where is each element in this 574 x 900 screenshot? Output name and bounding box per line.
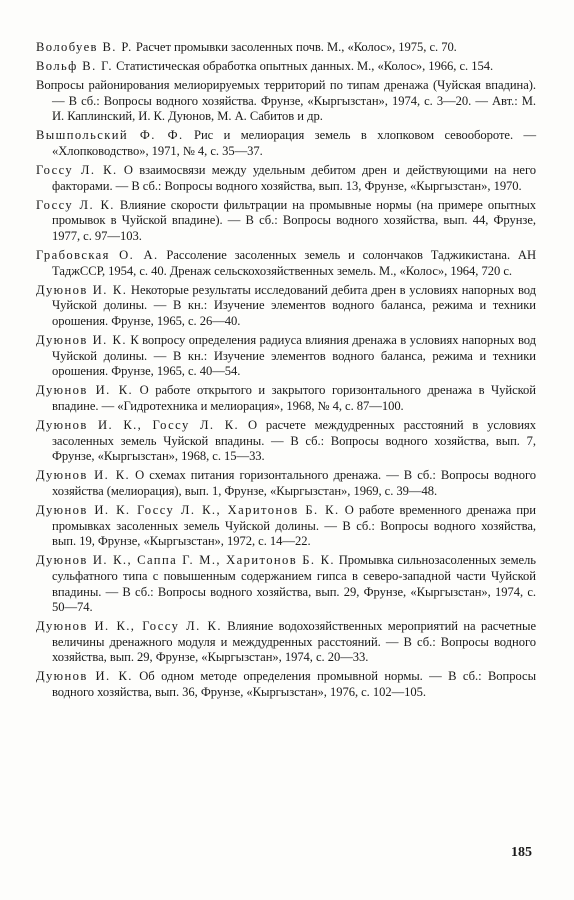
bibliography-entry [36, 78, 536, 125]
entry-author: Дуюнов И. К. [36, 383, 134, 398]
entry-author: Вышпольский Ф. Ф. [36, 128, 184, 143]
entry-author: Волобуев В. Р. [36, 40, 133, 54]
bibliography-entry [36, 619, 536, 666]
bibliography-entry [36, 383, 536, 414]
entry-text: Статистическая обработка опытных данных. М., «Колос», 1966, с. 154. [112, 59, 494, 74]
entry-author: Дуюнов И. К. [36, 282, 128, 297]
entry-author: Дуюнов И. К., Госсу Л. К. [36, 619, 222, 634]
entry-text: Расчет промывки засоленных почв. М., «Колос», 1975, с. 70. [132, 40, 457, 54]
entry-author: Дуюнов И. К. Госсу Л. К., Харитонов Б. К. [36, 503, 340, 518]
entry-text: Рассоление засоленных земель и солончаков Таджикистана. АН ТаджССР, 1954, с. 40. Дренаж сельскохозяйственных земель. М., «Колос», 1964, 720 с. [52, 248, 536, 278]
entry-text: Промывка сильнозасоленных земель сульфатного типа с повышенным содержанием гипса в северо-западной части Чуйской впадины. — В сб.: Вопросы водного хозяйства, вып. 29, Фрунзе, «Кыргызстан», 1974, с. 50—74. [52, 553, 536, 615]
bibliography-entry [36, 283, 536, 330]
bibliography-entry [36, 198, 536, 245]
entry-text: Некоторые результаты исследований дебита дрен в условиях напорных вод Чуйской долины. — В кн.: Изучение элементов водного баланса, режима и техники орошения. Фрунзе, 1965, с. 26—40. [52, 282, 537, 328]
entry-author: Госсу Л. К. [36, 197, 115, 212]
entry-author: Грабовская О. А. [36, 248, 159, 263]
entry-text: Влияние водохозяйственных мероприятий на расчетные величины дренажного модуля и междудренных расстояний. — В сб.: Вопросы водного хозяйства, вып. 29, Фрунзе, «Кыргызстан», 1974, с. 20—33. [52, 619, 536, 665]
entry-author: Дуюнов И. К., Саппа Г. М., Харитонов Б. К. [36, 553, 335, 568]
entry-text: К вопросу определения радиуса влияния дренажа в условиях напорных вод Чуйской долины. — В кн.: Изучение элементов водного баланса, режима и техники орошения. Фрунзе, 1965, с. 40—54. [52, 333, 536, 379]
entry-author: Дуюнов И. К. [36, 669, 133, 684]
entry-author: Госсу Л. К. [36, 163, 118, 178]
page-number: 185 [511, 845, 532, 860]
entry-text: О работе открытого и закрытого горизонтального дренажа в Чуйской впадине. — «Гидротехника и мелиорация», 1968, № 4, с. 87—100. [52, 383, 536, 413]
bibliography-entry [36, 40, 536, 56]
entry-author: Дуюнов И. К. [36, 468, 131, 483]
bibliography-entry [36, 333, 536, 380]
bibliography-entry [36, 669, 536, 700]
bibliography-entry [36, 553, 536, 615]
entry-text: О расчете междудренных расстояний в условиях засоленных земель Чуйской впадины. — В сб.: Вопросы водного хозяйства, вып. 7, Фрунзе, «Кыргызстан», 1968, с. 15—33. [52, 418, 536, 464]
bibliography-entry [36, 418, 536, 465]
bibliography-entry [36, 59, 536, 75]
bibliography-entry [36, 503, 536, 550]
entry-text: О схемах питания горизонтального дренажа. — В сб.: Вопросы водного хозяйства (мелиорация), вып. 1, Фрунзе, «Кыргызстан», 1969, с. 39—48. [52, 468, 537, 498]
entry-author: Дуюнов И. К. [36, 333, 127, 348]
bibliography-entry [36, 163, 536, 194]
entry-text: О взаимосвязи между удельным дебитом дрен и действующими на него факторами. — В сб.: Вопросы водного хозяйства, вып. 13, Фрунзе, «Кыргызстан», 1970. [52, 163, 536, 193]
bibliography-entry [36, 248, 536, 279]
bibliography-list [36, 40, 536, 704]
entry-text: Об одном методе определения промывной нормы. — В сб.: Вопросы водного хозяйства, вып. 36, Фрунзе, «Кыргызстан», 1976, с. 102—105. [52, 669, 536, 700]
entry-author: Дуюнов И. К., Госсу Л. К. [36, 418, 240, 433]
entry-text: Вопросы районирования мелиорируемых территорий по типам дренажа (Чуйская впадина). — В сб.: Вопросы водного хозяйства. Фрунзе, «Кыргызстан», 1974, с. 3—20. — Авт.: М. И. Каплинский, И. К. Дуюнов, М. А. Сабитов и др. [36, 78, 536, 124]
entry-text: Рис и мелиорация земель в хлопковом севообороте. — «Хлопководство», 1971, № 4, с. 35—37. [52, 128, 536, 159]
entry-text: О работе временного дренажа при промывках засоленных земель Чуйской долины. — В сб.: Вопросы водного хозяйства, вып. 19, Фрунзе, «Кыргызстан», 1972, с. 14—22. [52, 503, 536, 549]
bibliography-entry [36, 468, 536, 499]
bibliography-entry [36, 128, 536, 159]
entry-text: Влияние скорости фильтрации на промывные нормы (на примере опытных промывок в Чуйской впадине). — В сб.: Вопросы водного хозяйства, вып. 44, Фрунзе, 1977, с. 97—103. [52, 197, 536, 244]
entry-author: Вольф В. Г. [36, 59, 113, 74]
